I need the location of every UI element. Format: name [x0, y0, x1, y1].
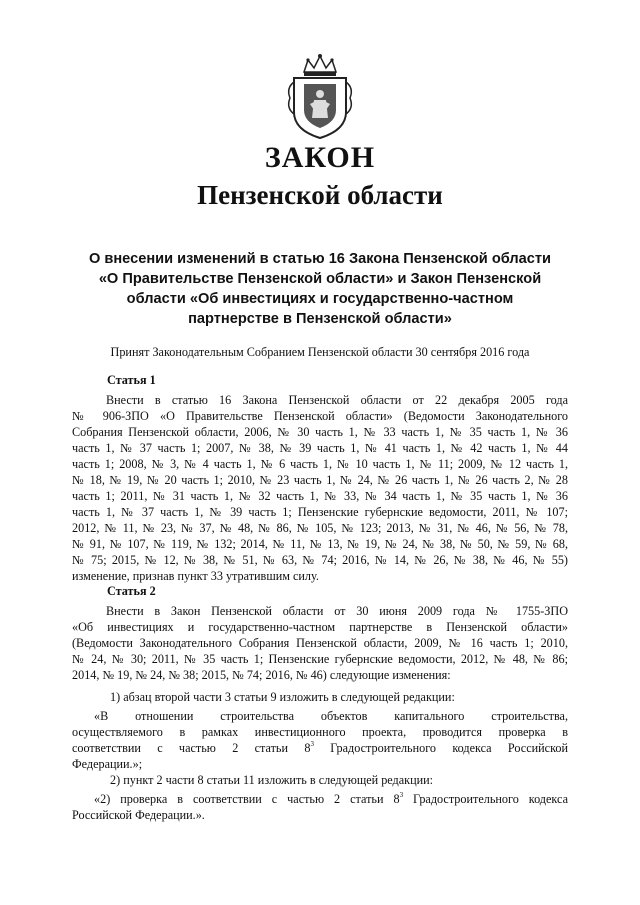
article-1-line: Собрания Пензенской области, 2006, № 30 часть 1, № 33 часть 1, № 35 часть 1, № 36	[72, 425, 568, 439]
quote-2-line: Российской Федерации.».	[72, 808, 205, 822]
article-1-line: часть 1, № 37 часть 1; 2007, № 38, № 39 часть 1, № 41 часть 1, № 42 часть 1, № 44	[72, 441, 568, 455]
amendment-item-1	[72, 689, 568, 705]
article-2-line: Внести в Закон Пензенской области от 30 июня 2009 года № 1755-ЗПО	[106, 604, 568, 618]
article-1-line: № 906-ЗПО «О Правительстве Пензенской области» (Ведомости Законодательного	[72, 409, 568, 423]
article-1-title: Статья 1	[107, 373, 156, 387]
region-subtitle: Пензенской области	[197, 180, 443, 210]
adoption-note: Принят Законодательным Собранием Пензенской области 30 сентября 2016 года	[110, 345, 530, 359]
quote-2-text-after: Градостроительного кодекса	[403, 792, 569, 806]
superscript-index: 3	[399, 791, 404, 799]
article-2-title: Статья 2	[107, 584, 156, 598]
article-2-line: (Ведомости Законодательного Собрания Пензенской области, 2009, № 16 часть 1; 2010,	[72, 636, 568, 650]
law-heading	[80, 249, 560, 329]
heading-line: О внесении изменений в статью 16 Закона Пензенской области	[88, 251, 552, 267]
amendment-item-1-text: 1) абзац второй части 3 статьи 9 изложить в следующей редакции:	[110, 690, 455, 704]
quote-2-line-with-superscript	[72, 791, 568, 807]
quote-1-line-with-superscript	[72, 740, 568, 756]
article-1-line: часть 1; 2011, № 31 часть 1, № 32 часть 1, № 33, № 34 часть 1, № 35 часть 1, № 36	[72, 489, 568, 503]
article-1-line: № 75; 2015, № 12, № 38, № 51, № 63, № 74; 2016, № 14, № 26, № 38, № 46, № 55)	[72, 553, 568, 567]
amendment-quote-2	[72, 791, 568, 823]
quote-1-text-before: соответствии с частью 2 статьи 8	[72, 741, 311, 755]
article-1-line: часть 1, № 37 часть 1, № 39 часть 1; Пензенские губернские ведомости, 2011, № 107;	[72, 505, 568, 519]
quote-2-text-before: «2) проверка в соответствии с частью 2 статьи 8	[94, 792, 400, 806]
article-1-line: Внести в статью 16 Закона Пензенской области от 22 декабря 2005 года	[106, 393, 568, 407]
heading-line: партнерстве в Пензенской области»	[188, 311, 452, 327]
quote-1-line: осуществляемого в рамках инвестиционного проекта, проводится проверка в	[72, 725, 568, 739]
quote-1-text-after: Градостроительного кодекса Российской	[313, 741, 568, 755]
article-1-text	[72, 392, 568, 584]
amendment-quote-1	[72, 708, 568, 772]
superscript-index: 3	[310, 740, 314, 748]
article-1-line: часть 1; 2008, № 3, № 4 часть 1, № 6 часть 1, № 10 часть 1, № 11; 2009, № 12 часть 1,	[72, 457, 568, 471]
article-2-line: 2014, № 19, № 24, № 38; 2015, № 74; 2016, № 46) следующие изменения:	[72, 668, 451, 682]
article-2-line: № 24, № 30; 2011, № 35 часть 1; Пензенские губернские ведомости, 2012, № 48, № 86;	[72, 652, 568, 666]
document-type-title: ЗАКОН	[264, 141, 376, 174]
heading-line: области «Об инвестициях и государственно-частном	[126, 291, 514, 307]
quote-1-line: Федерации.»;	[72, 757, 143, 771]
article-2-text	[72, 603, 568, 683]
article-1-line: № 18, № 19, № 20 часть 1; 2010, № 23 часть 1, № 24, № 26 часть 1, № 26 часть 2, № 28	[72, 473, 568, 487]
article-1-line: изменение, признав пункт 33 утратившим силу.	[72, 569, 319, 583]
amendment-item-2	[72, 772, 568, 788]
quote-1-line: «В отношении строительства объектов капитального строительства,	[94, 709, 568, 723]
article-1-line: № 91, № 107, № 119, № 132; 2014, № 11, № 13, № 19, № 24, № 38, № 50, № 59, № 68,	[72, 537, 568, 551]
article-1-line: 2012, № 11, № 23, № 37, № 48, № 86, № 105, № 123; 2013, № 31, № 46, № 56, № 78,	[72, 521, 568, 535]
amendment-item-2-text: 2) пункт 2 части 8 статьи 11 изложить в следующей редакции:	[110, 773, 434, 787]
heading-line: «О Правительстве Пензенской области» и Закон Пензенской	[98, 271, 542, 287]
article-2-line: «Об инвестициях и государственно-частном партнерстве в Пензенской области»	[72, 620, 568, 634]
coat-of-arms-emblem	[284, 52, 356, 140]
